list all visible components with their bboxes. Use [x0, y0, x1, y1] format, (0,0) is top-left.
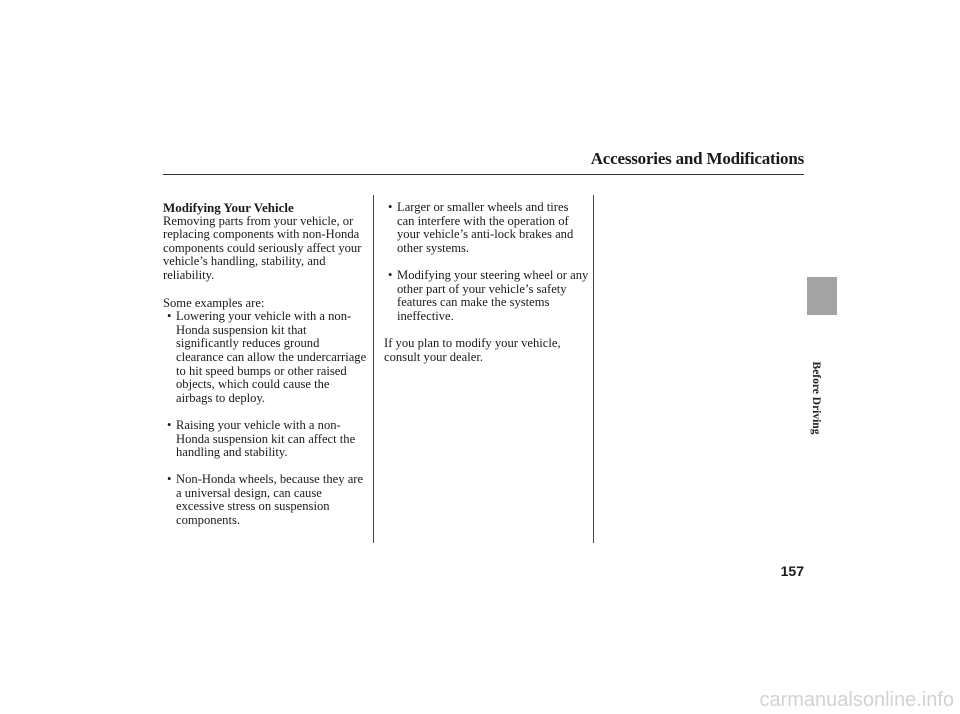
header-rule: [163, 174, 804, 175]
bullet-list: [163, 310, 368, 528]
list-item-text: Raising your vehicle with a non-Honda suspension kit can affect the handling and stability.: [176, 417, 356, 460]
list-item: [163, 310, 368, 405]
column-divider: [593, 195, 594, 543]
list-item-text: Larger or smaller wheels and tires can interfere with the operation of your vehicle’s anti-lock brakes and other systems.: [397, 200, 574, 255]
intro-paragraph: Removing parts from your vehicle, or replacing components with non-Honda components could seriously affect your vehicle’s handling, stability, and reliability.: [163, 213, 362, 282]
bullet-list: [384, 201, 589, 323]
right-column: [384, 201, 589, 364]
closing-paragraph: If you plan to modify your vehicle, consult your dealer.: [384, 335, 561, 364]
list-item: [384, 269, 589, 323]
list-item-text: Non-Honda wheels, because they are a universal design, can cause excessive stress on suspension components.: [176, 472, 364, 528]
list-item: [163, 419, 368, 460]
bullet-icon: •: [167, 417, 172, 432]
bullet-icon: •: [388, 267, 393, 282]
list-item: [163, 473, 368, 527]
list-item-text: Modifying your steering wheel or any other part of your vehicle’s safety features can make the systems ineffective.: [397, 267, 589, 323]
subheading: Modifying Your Vehicle: [163, 200, 294, 215]
page-number: 157: [780, 563, 804, 579]
list-item: [384, 201, 589, 255]
examples-lead: Some examples are:: [163, 295, 265, 310]
section-title: Accessories and Modifications: [590, 149, 804, 168]
watermark: carmanualsonline.info: [759, 689, 954, 711]
list-item-text: Lowering your vehicle with a non-Honda suspension kit that significantly reduces ground clearance can allow the undercarriage to hit speed bumps or other raised objects, which could cause the airbags to deploy.: [176, 309, 367, 405]
left-column: [163, 201, 368, 541]
column-divider: [373, 195, 374, 543]
chapter-tab: [807, 277, 837, 315]
bullet-icon: •: [167, 472, 172, 487]
bullet-icon: •: [167, 309, 172, 324]
chapter-label: Before Driving: [810, 361, 822, 435]
bullet-icon: •: [388, 200, 393, 214]
